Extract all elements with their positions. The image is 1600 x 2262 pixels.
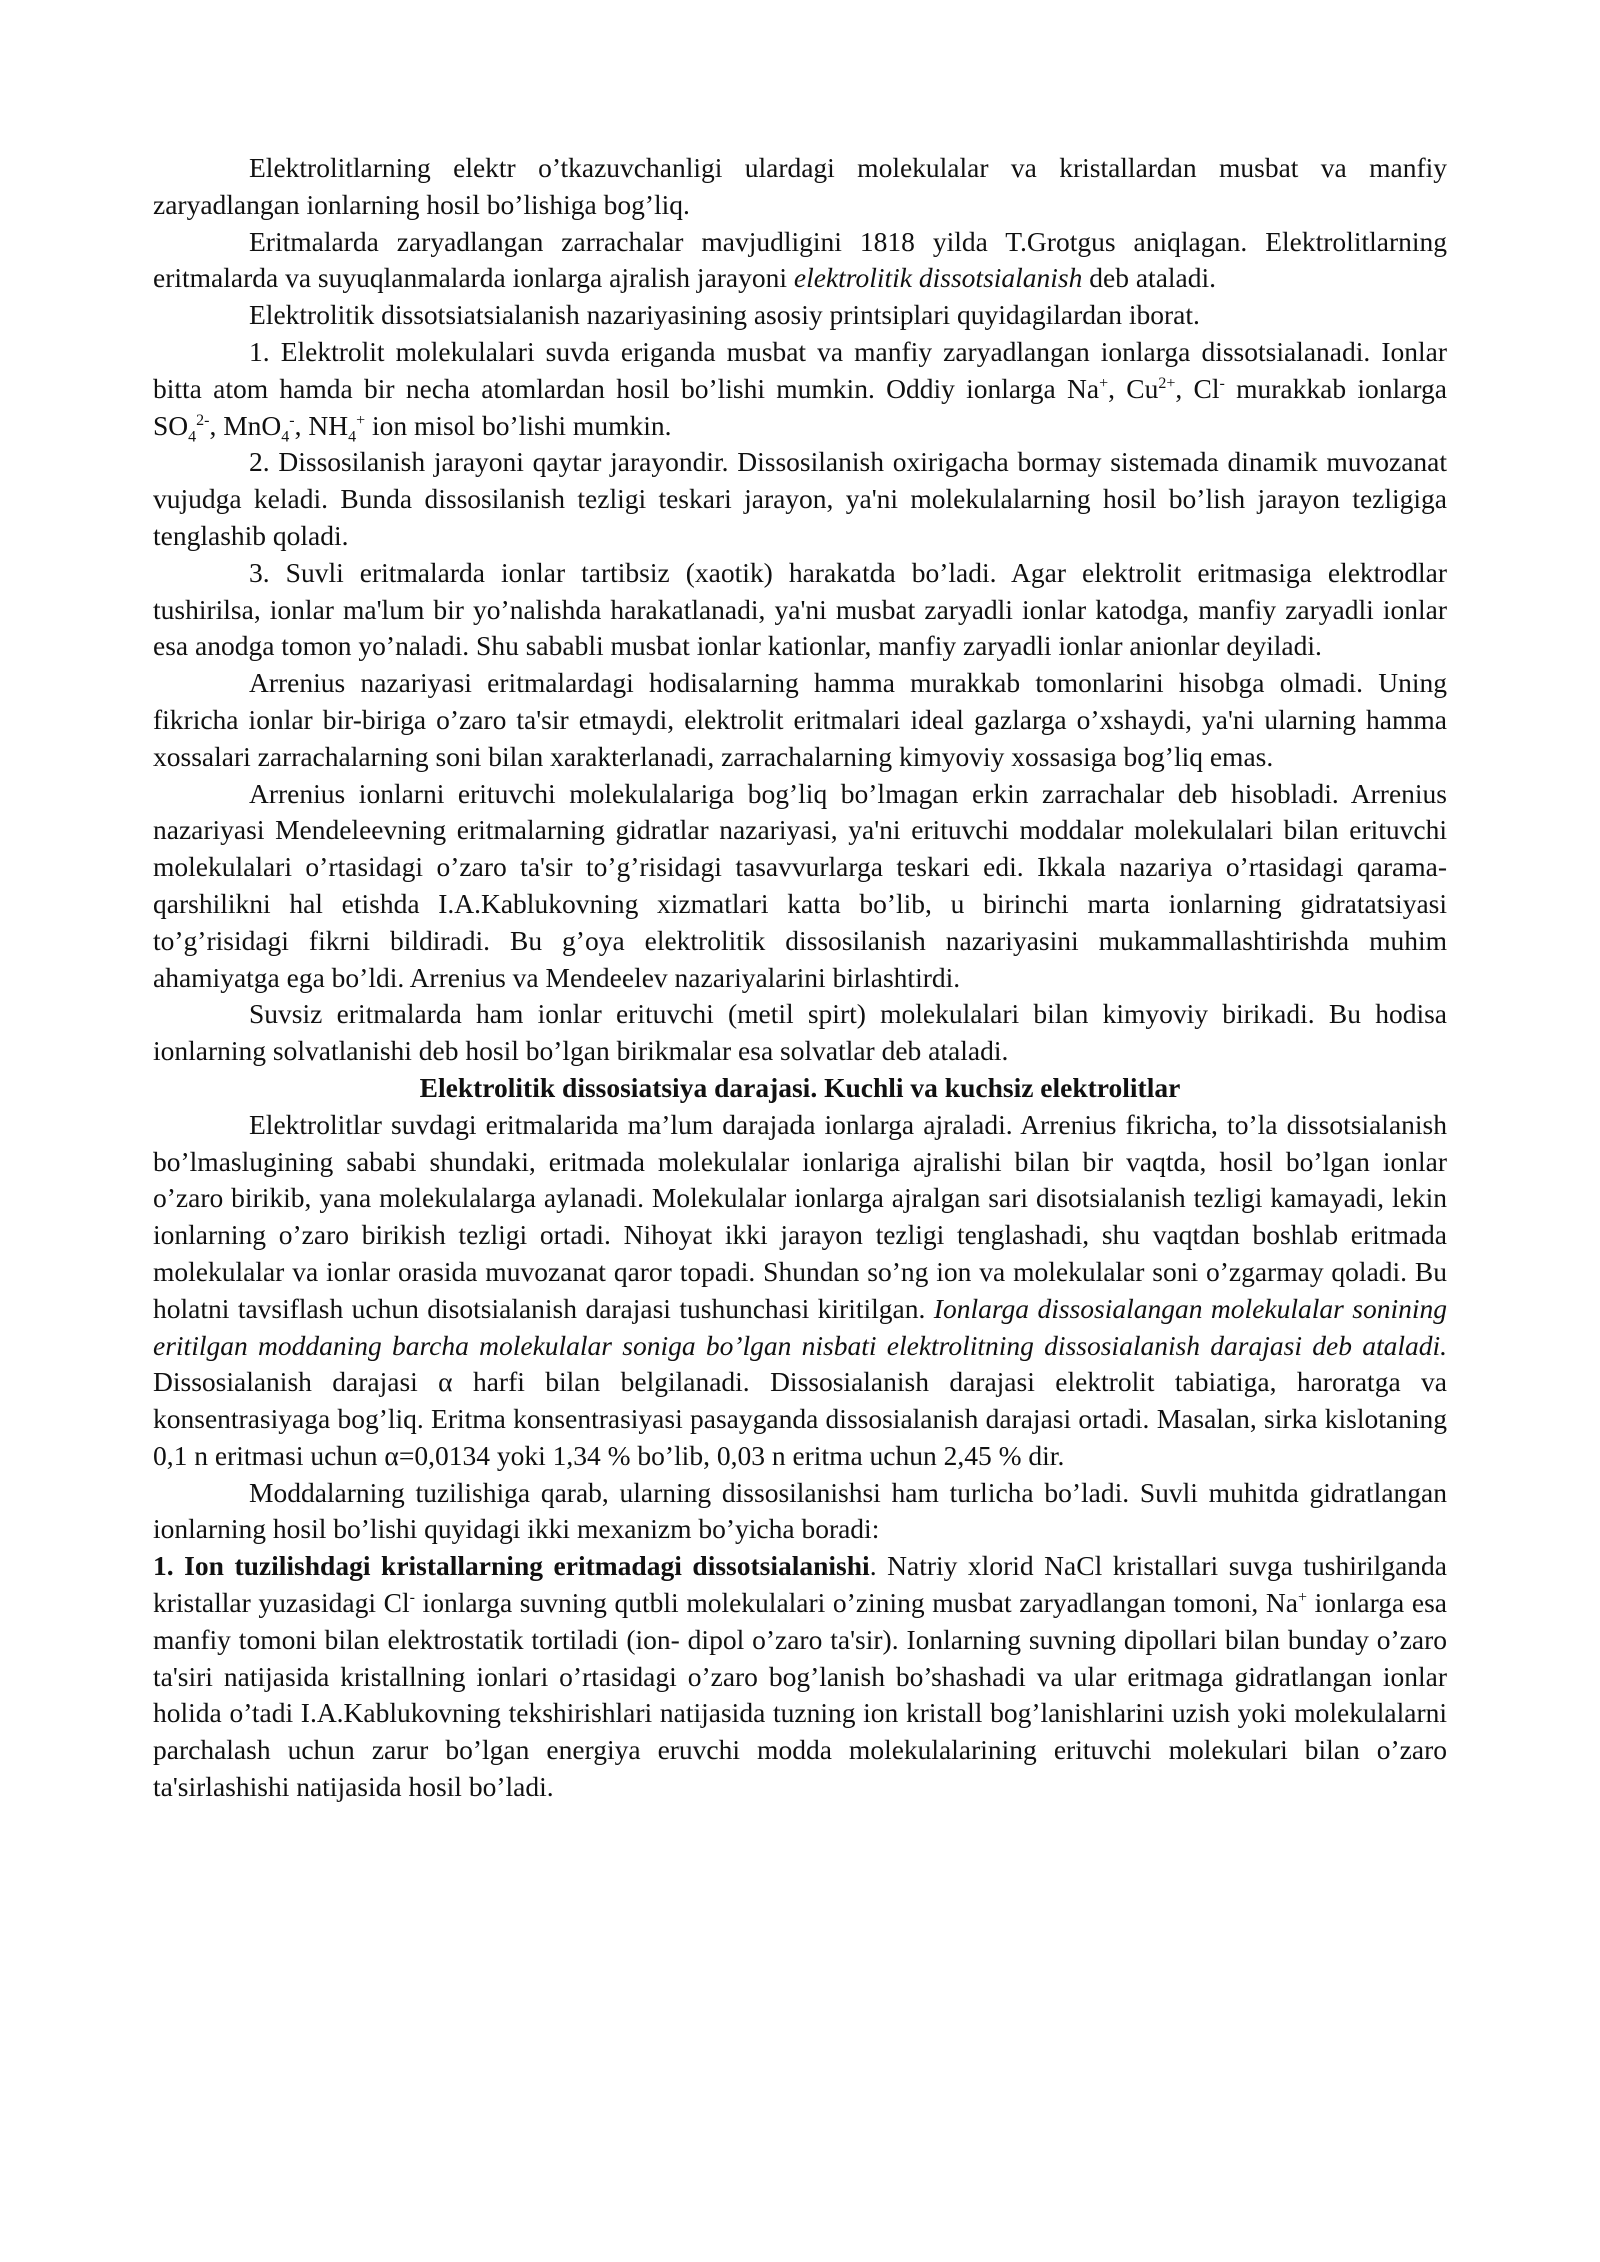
paragraph-principle-3: 3. Suvli eritmalarda ionlar tartibsiz (xaotik) harakatda bo’ladi. Agar elektrolit eritmasiga elektrodlar tushirilsa, ionlar ma'lum bir yo’nalishda harakatlanadi, ya'ni musbat zaryadli ionlar katodga, manfiy zaryadli ionlar esa anodga tomon yo’naladi. Shu sababli musbat ionlar kationlar, manfiy zaryadli ionlar anionlar deyiladi.	[153, 556, 1447, 662]
paragraph-conductivity: Elektrolitlarning elektr o’tkazuvchanligi ulardagi molekulalar va kristallardan musbat va manfiy zaryadlangan ionlarning hosil bo’lishiga bog’liq.	[153, 152, 1447, 220]
paragraph-solvation: Suvsiz eritmalarda ham ionlar erituvchi (metil spirt) molekulalari bilan kimyoviy birikadi. Bu hodisa ionlarning solvatlanishi deb hosil bo’lgan birikmalar esa solvatlar deb ataladi.	[153, 998, 1447, 1067]
paragraph-principles-intro: Elektrolitik dissotsiatsialanish nazariyasining asosiy printsiplari quyidagilardan iborat.	[249, 299, 1200, 331]
paragraph-principle-1: 1. Elektrolit molekulalari suvda eriganda musbat va manfiy zaryadlangan ionlarga dissotsialanadi. Ionlar bitta atom hamda bir necha atomlardan hosil bo’lishi mumkin. Oddiy ionlarga Na+, $Cu^{2+}$, Cl- murakkab ionlarga $SO_4^{2-}$, MnO$_4$-, $NH_4^+$ ion misol bo’lishi mumkin.	[153, 335, 1447, 446]
paragraph-arrhenius-limits: Arrenius nazariyasi eritmalardagi hodisalarning hamma murakkab tomonlarini hisobga olmadi. Uning fikricha ionlar bir-biriga o’zaro ta'sir etmaydi, elektrolit eritmalari ideal gazlarga o’xshaydi, ya'ni ularning hamma xossalari zarrachalarning soni bilan xarakterlanadi, zarrachalarning kimyoviy xossasiga bog’liq emas.	[153, 667, 1447, 772]
term-electrolytic-dissociation: elektrolitik dissotsialanish	[793, 262, 1083, 294]
paragraph-arrhenius-mendeleev: Arrenius ionlarni erituvchi molekulalariga bog’liq bo’lmagan erkin zarrachalar deb hisobladi. Arrenius nazariyasi Mendeleevning eritmalarning gidratlar nazariyasi, ya'ni erituvchi moddalar molekulalari bilan erituvchi molekulalari o’rtasidagi o’zaro ta'sir to’g’risidagi tasavvurlarga teskari edi. Ikkala nazariya o’rtasidagi qarama-qarshilikni hal etishda I.A.Kablukovning xizmatlari katta bo’lib, u birinchi marta ionlarning gidratatsiyasi to’g’risidagi fikrni bildiradi. Bu g’oya elektrolitik dissosilanish nazariyasini mukammallashtirishda muhim ahamiyatga ega bo’ldi. Arrenius va Mendeelev nazariyalarini birlashtirdi.	[153, 777, 1447, 993]
mechanism-1-title: 1. Ion tuzilishdagi kristallarning eritmadagi dissotsialanishi	[153, 1550, 870, 1582]
paragraph-mechanisms-intro: Moddalarning tuzilishiga qarab, ularning dissosilanishsi ham turlicha bo’ladi. Suvli muhitda gidratlangan ionlarning hosil bo’lishi quyidagi ikki mexanizm bo’yicha boradi:	[153, 1476, 1447, 1545]
document-page	[153, 150, 1447, 1806]
paragraph-dissociation-degree: Elektrolitlar suvdagi eritmalarida ma’lum darajada ionlarga ajraladi. Arrenius fikricha, to’la dissotsialanish bo’lmaslugining sababi shundaki, eritmada molekulalar ionlariga ajralishi bilan bir vaqtda, hosil bo’lgan ionlar o’zaro birikib, yana molekulalarga aylanadi. Molekulalar ionlarga ajralgan sari disotsialanish tezligi kamayadi, lekin ionlarning o’zaro birikish tezligi ortadi. Nihoyat ikki jarayon tezligi tenglashadi, shu vaqtdan boshlab eritmada molekulalar va ionlar orasida muvozanat qaror topadi. Shundan so’ng ion va molekulalar soni o’zgarmay qoladi. Bu holatni tavsiflash uchun disotsialanish darajasi tushunchasi kiritilgan. Ionlarga dissosialangan molekulalar sonining eritilgan moddaning barcha molekulalar soniga bo’lgan nisbati elektrolitning dissosialanish darajasi deb ataladi. Dissosialanish darajasi α harfi bilan belgilanadi. Dissosialanish darajasi elektrolit tabiatiga, haroratga va konsentrasiyaga bog’liq. Eritma konsentrasiyasi pasayganda dissosialanish darajasi ortadi. Masalan, sirka kislotaning 0,1 n eritmasi uchun α=0,0134 yoki 1,34 % bo’lib, 0,03 n eritma uchun 2,45 % dir.	[153, 1108, 1447, 1471]
definition-dissociation-degree: Ionlarga dissosialangan molekulalar sonining eritilgan moddaning barcha molekulalar soniga bo’lgan nisbati elektrolitning dissosialanish darajasi deb ataladi.	[153, 1292, 1447, 1361]
paragraph-ionic-crystals: 1. Ion tuzilishdagi kristallarning eritmadagi dissotsialanishi. Natriy xlorid NaCl kristallari suvga tushirilganda kristallar yuzasidagi Cl- ionlarga suvning qutbli molekulalari o’zining musbat zaryadlangan tomoni, Na+ ionlarga esa manfiy tomoni bilan elektrostatik tortiladi (ion- dipol o’zaro ta'sir). Ionlarning suvning dipollari bilan bunday o’zaro ta'siri natijasida kristallning ionlari o’rtasidagi o’zaro bog’lanish bo’shashadi va ular eritmaga gidratlangan ionlar holida o’tadi I.A.Kablukovning tekshirishlari natijasida tuzning ion kristall bog’lanishlarini uzish yoki molekulalarni parchalash uchun zarur bo’lgan energiya eruvchi modda molekulalarining erituvchi molekulari bilan o’zaro ta'sirlashishi natijasida hosil bo’ladi.	[153, 1550, 1447, 1803]
paragraph-principle-2: 2. Dissosilanish jarayoni qaytar jarayondir. Dissosilanish oxirigacha bormay sistemada dinamik muvozanat vujudga keladi. Bunda dissosilanish tezligi teskari jarayon, ya'ni molekulalarning hosil bo’lish jarayon tezligiga tenglashib qoladi.	[153, 446, 1447, 551]
section-heading: Elektrolitik dissosiatsiya darajasi. Kuchli va kuchsiz elektrolitlar	[419, 1071, 1181, 1103]
paragraph-grotgus: Eritmalarda zaryadlangan zarrachalar mavjudligini 1818 yilda T.Grotgus aniqlagan. Elektrolitlarning eritmalarda va suyuqlanmalarda ionlarga ajralish jarayoni elektrolitik dissotsialanish deb ataladi.	[153, 225, 1447, 294]
